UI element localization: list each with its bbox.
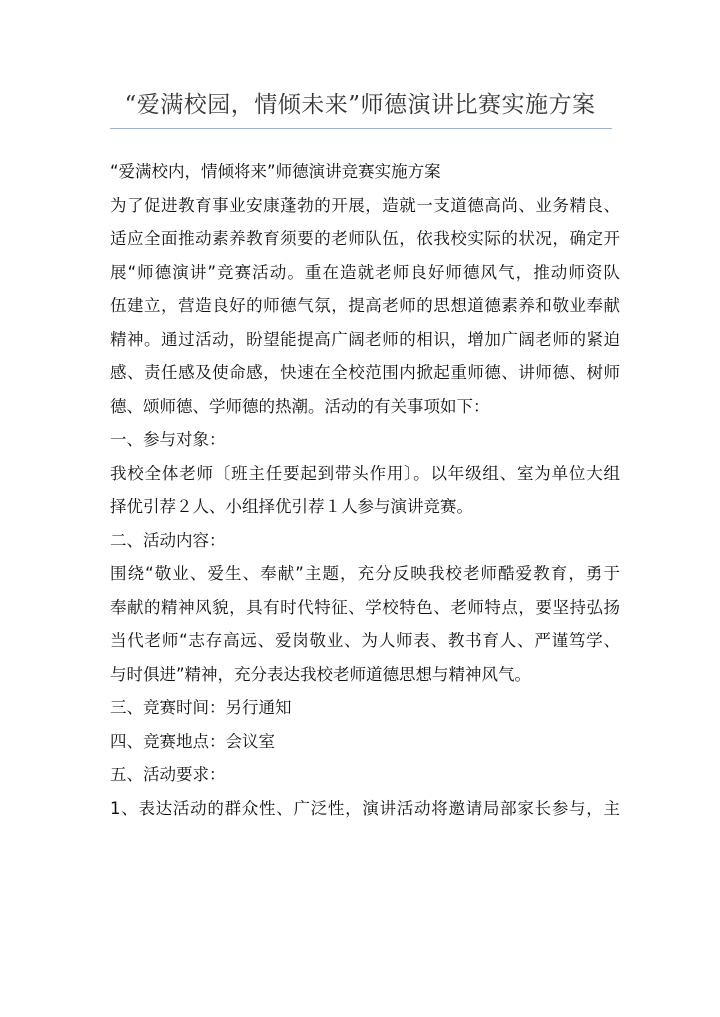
document-title: “爱满校园，情倾未来”师德演讲比赛实施方案 — [124, 92, 596, 118]
section-heading: 五、活动要求： — [110, 765, 226, 784]
paragraph-line: 伍建立，营造良好的师德气氛，提高老师的思想道德素养和敬业奉献 — [110, 296, 620, 315]
subtitle-line: “爱满校内，情倾将来”师德演讲竞赛实施方案 — [110, 162, 441, 181]
paragraph-line: 择优引荐２人、小组择优引荐１人参与演讲竞赛。 — [110, 497, 473, 516]
section-heading: 三、竞赛时间：另行通知 — [110, 698, 292, 717]
paragraph-line: 与时俱进”精神，充分表达我校老师道德思想与精神风气。 — [110, 664, 532, 684]
section-heading: 四、竞赛地点：会议室 — [110, 731, 275, 751]
paragraph-line: 为了促进教育事业安康蓬勃的开展，造就一支道德高尚、业务精良、 — [110, 195, 620, 215]
paragraph-line: 当代老师“志存高远、爱岗敬业、为人师表、教书育人、严谨笃学、 — [110, 631, 620, 650]
paragraph-line: 我校全体老师〔班主任要起到带头作用〕。以年级组、室为单位大组 — [110, 463, 620, 483]
section-heading: 二、活动内容： — [110, 530, 226, 550]
document-body — [110, 155, 620, 825]
title-divider — [110, 128, 612, 129]
paragraph-line: 围绕“敬业、爱生、奉献”主题，充分反映我校老师酷爱教育，勇于 — [110, 564, 620, 583]
paragraph-line: 感、责任感及使命感，快速在全校范围内掀起重师德、讲师德、树师 — [110, 363, 620, 382]
paragraph-line: 奉献的精神风貌，具有时代特征、学校特色、老师特点，要坚持弘扬 — [110, 597, 620, 617]
paragraph-line: 精神。通过活动，盼望能提高广阔老师的相识，增加广阔老师的紧迫 — [110, 329, 620, 349]
paragraph-line: 德、颂师德、学师德的热潮。活动的有关事项如下： — [110, 396, 490, 416]
paragraph-line: 展“师德演讲”竞赛活动。重在造就老师良好师德风气，推动师资队 — [110, 262, 620, 282]
section-heading: 一、参与对象： — [110, 430, 226, 449]
paragraph-line: 适应全面推动素养教育须要的老师队伍，依我校实际的状况，确定开 — [110, 229, 620, 248]
paragraph-line: 1、表达活动的群众性、广泛性，演讲活动将邀请局部家长参与，主 — [110, 798, 620, 818]
